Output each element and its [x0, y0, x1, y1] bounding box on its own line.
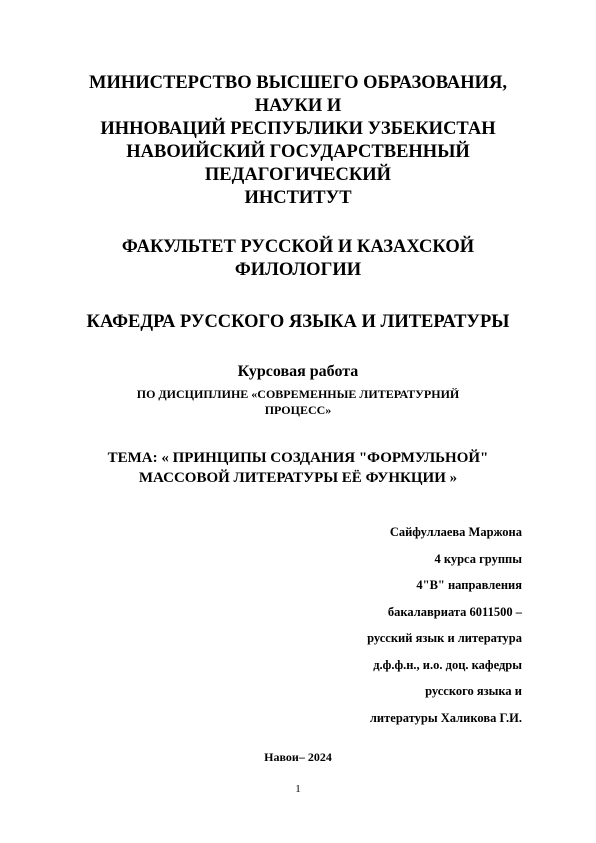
- ministry-line: НАУКИ И: [254, 96, 342, 116]
- author-line: русский язык и литература: [367, 631, 522, 645]
- department-heading: [0, 311, 596, 334]
- discipline-line: ПРОЦЕСС»: [264, 403, 332, 417]
- ministry-line: ИНСТИТУТ: [244, 188, 352, 208]
- work-type-title: [0, 362, 596, 382]
- author-info: [367, 519, 522, 731]
- department-line: КАФЕДРА РУССКОГО ЯЗЫКА И ЛИТЕРАТУРЫ: [86, 312, 510, 332]
- page-number: 1: [295, 783, 301, 795]
- author-line: русского языка и: [425, 684, 522, 698]
- city-year-text: Навои– 2024: [264, 750, 332, 764]
- faculty-heading: [0, 236, 596, 282]
- author-line: д.ф.ф.н., и.о. доц. кафедры: [373, 657, 522, 672]
- ministry-line: ИННОВАЦИЙ РЕСПУБЛИКИ УЗБЕКИСТАН: [100, 119, 496, 139]
- author-line: литературы Халикова Г.И.: [369, 710, 522, 725]
- theme-line: МАССОВОЙ ЛИТЕРАТУРЫ ЕЁ ФУНКЦИИ »: [138, 470, 458, 486]
- author-line: 4 курса группы: [434, 551, 522, 566]
- work-type-line: Курсовая работа: [237, 363, 359, 380]
- discipline-line: ПО ДИСЦИПЛИНЕ «СОВРЕМЕННЫЕ ЛИТЕРАТУРНИЙ: [136, 387, 460, 401]
- faculty-line: ФАКУЛЬТЕТ РУССКОЙ И КАЗАХСКОЙ: [121, 237, 475, 257]
- discipline-subtitle: [0, 386, 596, 418]
- author-line: Сайфуллаева Маржона: [389, 525, 522, 539]
- ministry-heading: [0, 72, 596, 210]
- author-line: 4"В" направления: [416, 578, 522, 592]
- ministry-line: ПЕДАГОГИЧЕСКИЙ: [204, 165, 392, 185]
- theme-line: ТЕМА: « ПРИНЦИПЫ СОЗДАНИЯ "ФОРМУЛЬНОЙ": [107, 450, 489, 466]
- ministry-line: НАВОИЙСКИЙ ГОСУДАРСТВЕННЫЙ: [126, 142, 470, 162]
- faculty-line: ФИЛОЛОГИИ: [234, 260, 362, 280]
- author-line: бакалавриата 6011500 –: [387, 604, 522, 619]
- city-year: [0, 749, 596, 765]
- theme-title: [0, 448, 596, 488]
- ministry-line: МИНИСТЕРСТВО ВЫСШЕГО ОБРАЗОВАНИЯ,: [88, 73, 507, 93]
